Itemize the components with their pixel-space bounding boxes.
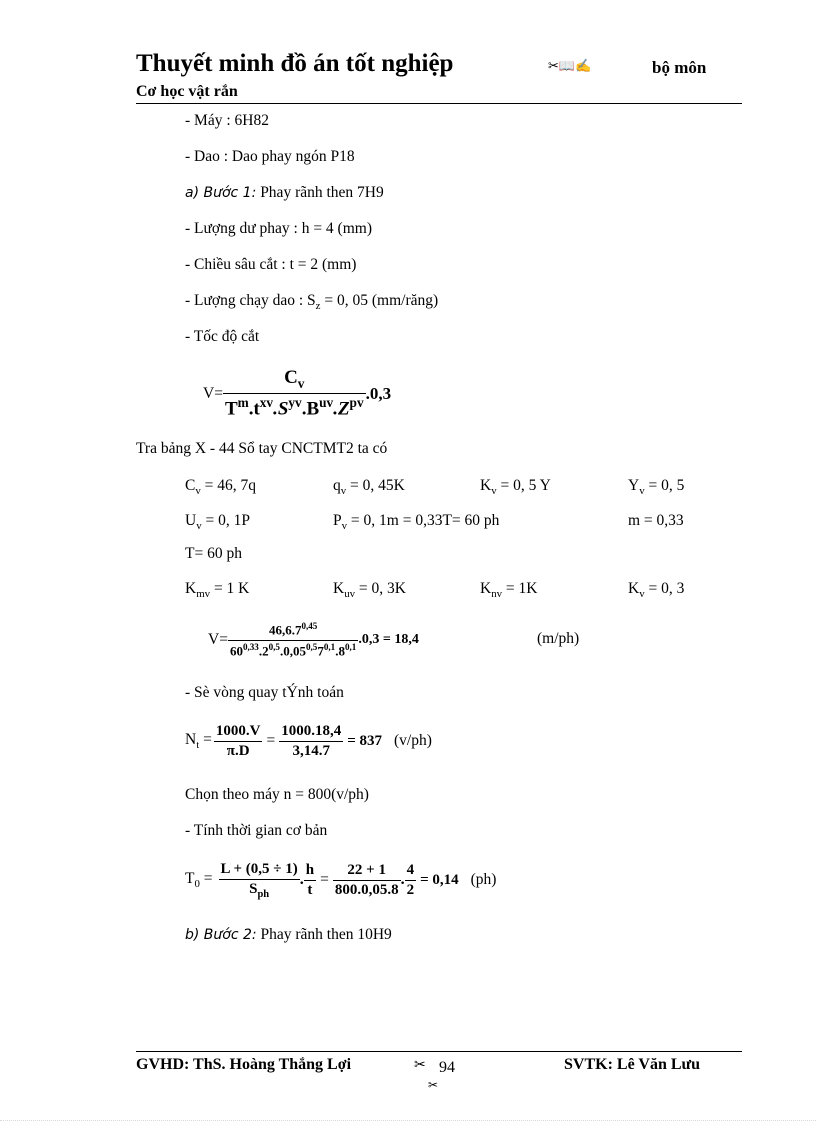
formula-v-den-B-sup: uv xyxy=(319,395,334,411)
formula-t-frac3 xyxy=(333,862,401,899)
feed-sub: z xyxy=(315,300,321,313)
header-ornament-icon: ✂📖✍ xyxy=(548,58,592,73)
formula-n-unit: (v/ph) xyxy=(394,732,432,749)
allowance-line: - Lượng dư phay : h = 4 (mm) xyxy=(185,220,372,237)
coeff-yv-s: v xyxy=(639,485,645,498)
coeff-kv1 xyxy=(480,477,551,497)
footer-rule xyxy=(136,1051,742,1052)
formula-v-num: C xyxy=(284,367,298,389)
coeff-kmv-s: mv xyxy=(196,588,211,601)
coeff-kv2-s: v xyxy=(639,588,645,601)
formula-n-frac2 xyxy=(279,723,343,760)
step1-line xyxy=(185,184,384,202)
formula-v-den-T-sup: m xyxy=(237,395,249,411)
formula-v-den-B: .B xyxy=(301,398,320,420)
formula-n-lhs-b: = xyxy=(199,730,212,748)
coeff-kv1-b: = 0, 5 Y xyxy=(496,477,551,494)
coeff-kuv-b: = 0, 3K xyxy=(355,580,406,597)
formula-t-dot2: . xyxy=(400,871,405,888)
formula-n-lhs-sub: t xyxy=(196,739,200,752)
formula-v2-result: .0,3 = 18,4 xyxy=(358,632,419,647)
formula-v-fraction xyxy=(223,367,366,420)
coeff-m xyxy=(628,512,684,530)
formula-v-den-S-sup: yv xyxy=(288,395,302,411)
coeff-cv-s: v xyxy=(195,485,201,498)
depth-line: - Chiều sâu cắt : t = 2 (mm) xyxy=(185,256,357,273)
formula-base-time xyxy=(185,855,496,905)
page-bottom-dotted-line xyxy=(0,1120,816,1121)
formula-v-den-t: .t xyxy=(248,398,260,420)
formula-n-frac2-num: 1000.18,4 xyxy=(279,723,343,742)
formula-t-frac3-num: 22 + 1 xyxy=(333,862,401,881)
formula-t-frac4 xyxy=(405,862,417,899)
formula-v-den-Z: .Z xyxy=(333,398,350,420)
formula-t-dot1: . xyxy=(299,871,304,888)
header-rule xyxy=(136,103,742,104)
formula-v2-fraction xyxy=(228,621,358,659)
footer-bottom-ornament-icon: ✂ xyxy=(428,1078,439,1092)
formula-v2-den-1-p: 0,5 xyxy=(268,641,280,652)
coeff-uv-b: = 0, 1P xyxy=(201,512,250,529)
formula-v2-den-2-p: 0,5 xyxy=(305,641,318,652)
formula-v-lhs: V= xyxy=(203,385,223,402)
formula-n-eq: = xyxy=(266,732,276,749)
footer-supervisor: GVHD: ThS. Hoàng Thắng Lợi xyxy=(136,1056,352,1073)
base-time-line: - Tính thời gian cơ bản xyxy=(185,822,328,839)
formula-t-eq: = xyxy=(320,871,329,888)
coeff-yv-a: Y xyxy=(628,477,640,494)
coeff-qv-b: = 0, 45K xyxy=(346,477,405,494)
step2-label: b) Bước 2: xyxy=(185,927,257,943)
coeff-yv xyxy=(628,477,684,497)
coeff-qv xyxy=(333,477,405,497)
coeff-kv2 xyxy=(628,580,684,600)
formula-v2-den-4: .8 xyxy=(335,642,345,658)
formula-v2-den-0: 60 xyxy=(229,642,243,658)
formula-t-lhs xyxy=(185,870,213,890)
formula-t-result: = 0,14 xyxy=(420,871,459,888)
header-department: bộ môn xyxy=(652,58,707,77)
coeff-kmv-a: K xyxy=(185,580,197,597)
table-reference-line: Tra bảng X - 44 Sổ tay CNCTMT2 ta có xyxy=(136,440,388,457)
formula-v2-den-3-p: 0,1 xyxy=(323,641,336,652)
feed-line xyxy=(185,292,438,312)
coeff-pv-b: = 0, 1m = 0,33T= 60 ph xyxy=(347,512,500,529)
machine-line: - Máy : 6H82 xyxy=(185,112,269,129)
coeff-kmv xyxy=(185,580,249,600)
formula-v-den-T: T xyxy=(224,398,238,420)
tool-line: - Dao : Dao phay ngón P18 xyxy=(185,148,355,165)
formula-v2-den-2: .0,05 xyxy=(279,642,306,658)
formula-v-den-Z-sup: pv xyxy=(349,395,364,411)
coeff-kuv-a: K xyxy=(333,580,345,597)
coeff-pv-a: P xyxy=(333,512,342,529)
document-title: Thuyết minh đồ án tốt nghiệp xyxy=(136,50,454,77)
footer-student: SVTK: Lê Văn Lưu xyxy=(564,1056,701,1073)
coeff-t-line: T= 60 ph xyxy=(185,545,242,562)
formula-cutting-speed xyxy=(203,364,391,424)
formula-v2-den-3: 7 xyxy=(317,642,324,658)
formula-v2-den-4-p: 0,1 xyxy=(344,641,357,652)
coeff-knv xyxy=(480,580,537,600)
step1-text: Phay rãnh then 7H9 xyxy=(256,184,384,201)
formula-t-frac1 xyxy=(219,861,300,900)
rpm-line: - Sè vòng quay tÝnh toán xyxy=(185,684,344,701)
formula-n-frac1-num: 1000.V xyxy=(214,723,263,742)
coeff-uv xyxy=(185,512,250,532)
formula-n-lhs-a: N xyxy=(185,730,197,748)
coeff-knv-a: K xyxy=(480,580,492,597)
formula-t-lhs-a: T xyxy=(185,869,195,887)
coeff-kuv-s: uv xyxy=(344,588,356,601)
formula-t-frac2-den: t xyxy=(307,881,313,898)
coeff-pv xyxy=(333,512,499,532)
coeff-uv-s: v xyxy=(196,520,202,533)
formula-n-result: = 837 xyxy=(347,732,382,749)
formula-v-den-t-sup: xv xyxy=(259,395,274,411)
coeff-cv xyxy=(185,477,256,497)
coeff-yv-b: = 0, 5 xyxy=(644,477,685,494)
coeff-m-a: m = 0,33 xyxy=(628,512,684,529)
chosen-speed-line: Chọn theo máy n = 800(v/ph) xyxy=(185,786,369,803)
step1-label: a) Bước 1: xyxy=(185,185,257,201)
speed-line: - Tốc độ cắt xyxy=(185,328,260,345)
formula-v-num-sub: v xyxy=(297,376,305,392)
coeff-cv-a: C xyxy=(185,477,196,494)
formula-t-frac4-num: 4 xyxy=(405,862,417,881)
formula-v-den-S: .S xyxy=(273,398,289,420)
formula-t-lhs-sub: 0 xyxy=(194,878,200,891)
formula-n-frac1 xyxy=(214,723,263,760)
page-number: 94 xyxy=(439,1059,455,1076)
formula-t-frac1-den: S xyxy=(249,880,258,897)
coeff-qv-a: q xyxy=(333,477,341,494)
formula-rpm xyxy=(185,716,432,766)
formula-v2-num-sup: 0,45 xyxy=(301,621,318,632)
coeff-kuv xyxy=(333,580,406,600)
coeff-kv1-a: K xyxy=(480,477,492,494)
feed-value: = 0, 05 (mm/răng) xyxy=(320,292,439,309)
formula-n-lhs xyxy=(185,731,212,751)
coeff-kv1-s: v xyxy=(491,485,497,498)
feed-label: - Lượng chạy dao : S xyxy=(185,292,316,309)
coeff-uv-a: U xyxy=(185,512,197,529)
formula-n-frac2-den: 3,14.7 xyxy=(292,742,330,759)
coeff-kv2-a: K xyxy=(628,580,640,597)
coeff-knv-b: = 1K xyxy=(502,580,538,597)
coeff-cv-b: = 46, 7q xyxy=(200,477,257,494)
coeff-kmv-b: = 1 K xyxy=(210,580,250,597)
formula-t-lhs-b: = xyxy=(199,869,213,887)
formula-t-unit: (ph) xyxy=(470,871,497,888)
formula-t-frac3-den: 800.0,05.8 xyxy=(334,881,399,898)
formula-v-tail: .0,3 xyxy=(365,384,392,403)
coeff-qv-s: v xyxy=(340,485,347,498)
formula-v2-den-0-p: 0,33 xyxy=(242,641,259,652)
coeff-pv-s: v xyxy=(341,520,348,533)
formula-v2-lhs: V= xyxy=(208,631,228,648)
formula-n-frac1-den: π.D xyxy=(226,742,250,759)
footer-scissors-icon: ✂ xyxy=(414,1058,426,1073)
formula-t-frac2-num: h xyxy=(304,862,316,881)
formula-v2-num: 46,6.7 xyxy=(268,622,302,638)
formula-t-frac1-den-sub: ph xyxy=(257,888,270,900)
formula-v2-unit: (m/ph) xyxy=(537,630,580,647)
formula-speed-numeric xyxy=(208,614,419,666)
formula-t-frac1-num: L + (0,5 ÷ 1) xyxy=(219,861,300,880)
document-subtitle: Cơ học vật rắn xyxy=(136,83,238,100)
formula-t-frac2 xyxy=(304,862,316,899)
step2-line xyxy=(185,926,392,944)
coeff-knv-s: nv xyxy=(491,588,503,601)
formula-t-frac4-den: 2 xyxy=(406,881,415,898)
step2-text: Phay rãnh then 10H9 xyxy=(256,926,392,943)
coeff-kv2-b: = 0, 3 xyxy=(644,580,685,597)
formula-v2-den-1: .2 xyxy=(258,642,269,658)
